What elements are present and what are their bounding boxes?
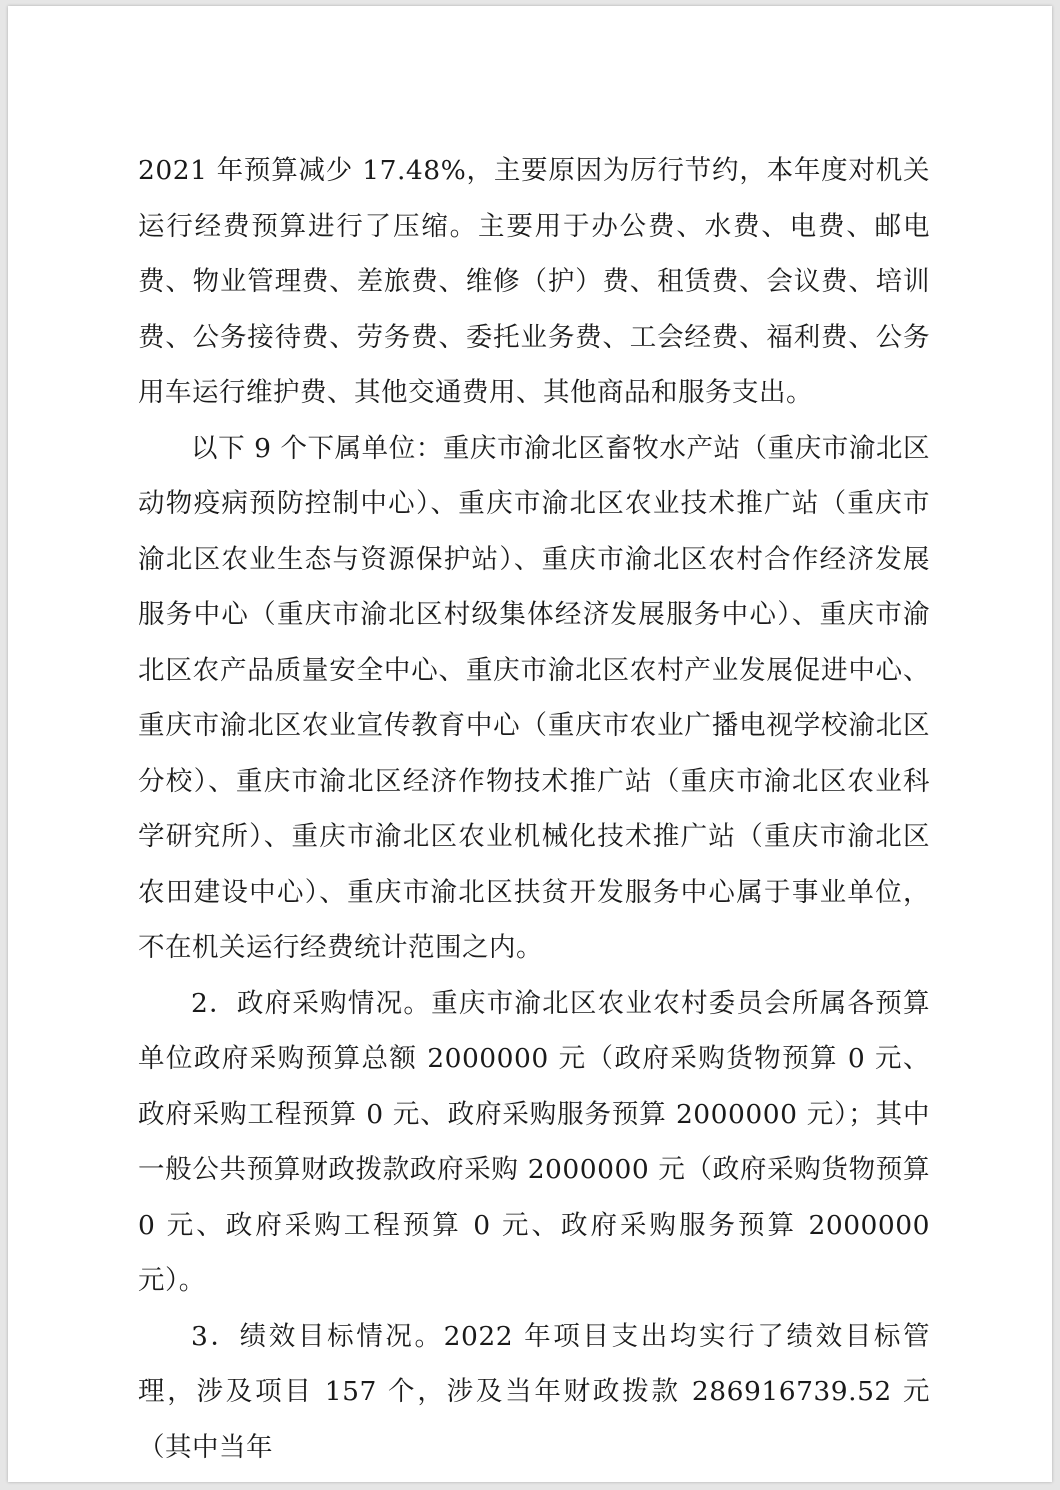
paragraph-performance-targets: 3．绩效目标情况。2022 年项目支出均实行了绩效目标管理，涉及项目 157 个，涉及当年财政拨款 286916739.52 元（其中当年 — [138, 1320, 930, 1463]
document-body — [138, 143, 930, 1475]
paragraph-subordinate-units: 以下 9 个下属单位：重庆市渝北区畜牧水产站（重庆市渝北区动物疫病预防控制中心）、重庆市渝北区农业技术推广站（重庆市渝北区农业生态与资源保护站）、重庆市渝北区农村合作经济发展服务中心（重庆市渝北区村级集体经济发展服务中心）、重庆市渝北区农产品质量安全中心、重庆市渝北区农村产业发展促进中心、重庆市渝北区农业宣传教育中心（重庆市农业广播电视学校渝北区分校）、重庆市渝北区经济作物技术推广站（重庆市渝北区农业科学研究所）、重庆市渝北区农业机械化技术推广站（重庆市渝北区农田建设中心）、重庆市渝北区扶贫开发服务中心属于事业单位，不在机关运行经费统计范围之内。 — [138, 432, 930, 963]
document-page — [8, 6, 1052, 1482]
paragraph-running-costs: 2021 年预算减少 17.48%，主要原因为厉行节约，本年度对机关运行经费预算进行了压缩。主要用于办公费、水费、电费、邮电费、物业管理费、差旅费、维修（护）费、租赁费、会议费、培训费、公务接待费、劳务费、委托业务费、工会经费、福利费、公务用车运行维护费、其他交通费用、其他商品和服务支出。 — [138, 155, 930, 408]
paragraph-government-procurement: 2．政府采购情况。重庆市渝北区农业农村委员会所属各预算单位政府采购预算总额 2000000 元（政府采购货物预算 0 元、政府采购工程预算 0 元、政府采购服务预算 2000000 元）；其中一般公共预算财政拨款政府采购 2000000 元（政府采购货物预算 0 元、政府采购工程预算 0 元、政府采购服务预算 2000000 元）。 — [138, 987, 930, 1296]
